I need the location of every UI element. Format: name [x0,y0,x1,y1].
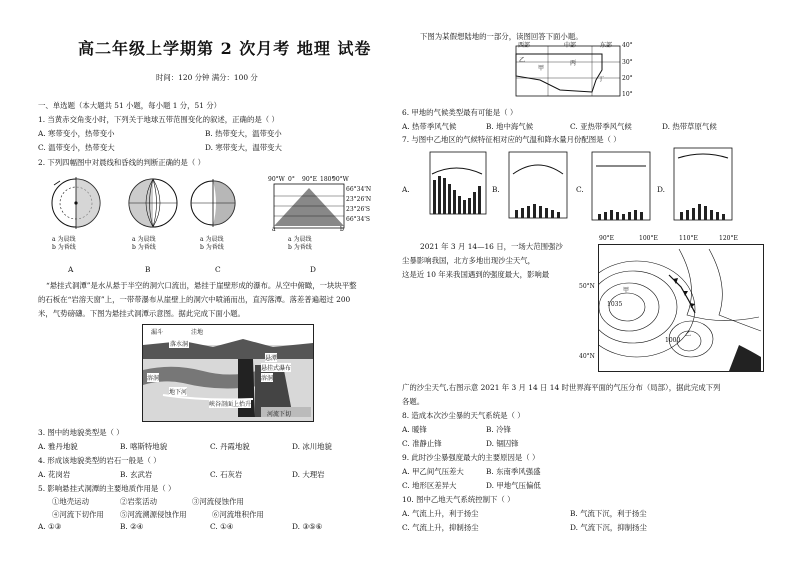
land-map-jia: 甲 [538,65,545,72]
q4-option-a[interactable]: A. 花岗岩 [38,470,71,479]
diagram-label-depression: 洼地 [191,329,204,336]
passage-line-3: 米，气势磅礴。下图为悬挂式洞潭示意图。据此完成下面小题。 [38,309,245,318]
q10-option-c[interactable]: C. 气流上升，抑制扬尘 [402,523,479,532]
q2-option-a[interactable]: A [68,265,74,274]
q2-caption-b: a 为晨线 b 为昏线 [132,236,156,251]
q3-option-a[interactable]: A. 雅丹地貌 [38,442,78,451]
pressure-map-lat-50: 50°N [579,283,595,290]
q2-figure-d [268,176,378,234]
q4-stem: 4. 形成该地貌类型的岩石一般是（ ） [38,456,161,465]
land-map-central: 中部 [564,42,577,49]
q5-item-1: ①地壳运动 [52,497,89,506]
q9-option-b[interactable]: B. 东南季风强盛 [486,467,541,476]
q1-option-d[interactable]: D. 寒带变大，温带变大 [205,143,282,152]
q5-item-2: ②岩浆活动 [120,497,157,506]
q2-option-c[interactable]: C [215,265,221,274]
diagram-label-incision: 河流下切 [267,411,292,418]
q8-passage-tail-2: 各题。 [402,397,425,406]
q5-item-4: ④河流下切作用 [52,510,104,519]
q6-option-a[interactable]: A. 热带季风气候 [402,122,457,131]
q4-option-c[interactable]: C. 石灰岩 [210,470,243,479]
figd-lat-2: 23°26'N [346,196,372,203]
q2-option-b[interactable]: B [145,265,151,274]
pressure-map-1000: 1000 [665,337,681,344]
pressure-map-lon-120: 120°E [719,235,738,242]
q8-stem: 8. 造成本次沙尘暴的天气系统是（ ） [402,411,525,420]
figd-label-b: b [340,226,344,233]
q1-stem: 1. 当黄赤交角变小时，下列关于地球五带范围变化的叙述，正确的是（ ） [38,115,279,124]
q1-option-b[interactable]: B. 热带变大，温带变小 [205,129,282,138]
right-intro: 下图为某假想陆地的一部分，读图回答下面小题。 [420,32,583,41]
figd-lon-2: 0° [288,176,295,183]
pressure-map-lat-40: 40°N [579,353,595,360]
diagram-label-cave-2: 溶洞 [261,375,274,382]
figd-lon-4: 180° [320,176,335,183]
q6-option-b[interactable]: B. 地中海气候 [486,122,534,131]
pressure-map-lon-100: 100°E [639,235,658,242]
diagram-label-cave: 溶洞 [147,375,160,382]
q2-caption-c: a 为晨线 b 为昏线 [200,236,224,251]
q2-stem: 2. 下列四幅图中对晨线和昏线的判断正确的是（ ） [38,158,205,167]
passage-line-2: 的石板在“岩溶天窗”上，一带带瀑布从崖壁上的洞穴中喷涌而出，直泻落潭。落差普遍超过 200 [38,295,351,304]
figd-label-a: a [272,226,276,233]
q6-stem: 6. 甲地的气候类型最有可能是（ ） [402,108,518,117]
land-map-lat-30: 30° [622,59,633,66]
pressure-map-lon-90: 90°E [599,235,615,242]
land-map [510,40,633,102]
q9-stem: 9. 此时沙尘暴强度最大的主要原因是（ ） [402,453,540,462]
q5-item-3: ③河流侵蚀作用 [192,497,244,506]
q8-passage-line-1: 2021 年 3 月 14—16 日，一场大范围强沙 [420,242,563,251]
land-map-lat-20: 20° [622,75,633,82]
q1-option-c[interactable]: C. 温带变小，热带变大 [38,143,115,152]
q8-passage-line-3: 这是近 10 年来我国遇到的强度最大，影响最 [402,270,550,279]
land-map-yi: 乙 [519,57,526,64]
figd-lon-3: 90°E [302,176,318,183]
pressure-map-yi: 乙 [685,331,692,338]
passage-line-1: “悬挂式洞潭”是水从悬于半空的洞穴口流出，悬挂于崖壁形成的瀑布。从空中俯瞰，一块块平整 [46,281,357,290]
q3-stem: 3. 图中的地貌类型是（ ） [38,428,124,437]
q6-option-c[interactable]: C. 亚热带季风气候 [570,122,632,131]
q8-option-b[interactable]: B. 冷锋 [486,425,511,434]
section-heading: 一、单选题（本大题共 51 小题，每小题 1 分，51 分） [38,101,222,110]
q8-option-a[interactable]: A. 暖锋 [402,425,427,434]
q9-option-c[interactable]: C. 地形区差异大 [402,481,457,490]
q10-option-d[interactable]: D. 气流下沉，抑制扬尘 [570,523,647,532]
pressure-map-1035: 1035 [607,301,623,308]
q9-option-d[interactable]: D. 甲地气压偏低 [486,481,541,490]
q1-option-a[interactable]: A. 寒带变小，热带变小 [38,129,115,138]
pressure-map-jia: 甲 [623,287,630,294]
q3-option-b[interactable]: B. 喀斯特地貌 [120,442,168,451]
land-map-bing: 丙 [570,60,577,67]
q5-item-6: ⑥河流堆积作用 [212,510,264,519]
q2-option-d[interactable]: D [310,265,316,274]
q2-caption-a: a 为晨线 b 为昏线 [52,236,76,251]
q5-option-d[interactable]: D. ③⑤⑥ [292,522,323,531]
q8-option-d[interactable]: D. 锢囚锋 [486,439,519,448]
q7-option-b[interactable]: B. [492,185,500,194]
q3-option-c[interactable]: C. 丹霞地貌 [210,442,250,451]
diagram-label-shaft: 落水洞 [170,341,189,348]
climate-chart-c [588,150,654,226]
figd-lat-3: 23°26'S [346,206,371,213]
q9-option-a[interactable]: A. 甲乙间气压差大 [402,467,464,476]
q4-option-b[interactable]: B. 玄武岩 [120,470,153,479]
q8-passage-tail-1: 广的沙尘天气,右图示意 2021 年 3 月 14 日 14 时世界海平面的气压分布（局部），据此完成下列 [402,383,721,392]
figd-lon-1: 90°W [268,176,285,183]
q7-stem: 7. 与图中乙地区的气候特征相对应的气温和降水量月份配图是（ ） [402,135,621,144]
q7-option-d[interactable]: D. [657,185,666,194]
q3-option-d[interactable]: D. 冰川地貌 [292,442,332,451]
land-map-ding: 丁 [598,76,605,83]
q5-option-a[interactable]: A. ①③ [38,522,62,531]
q5-item-5: ⑤河流溯源侵蚀作用 [120,510,187,519]
q4-option-d[interactable]: D. 大理岩 [292,470,325,479]
q2-caption-d: a 为晨线 b 为昏线 [288,236,312,251]
pressure-map-lon-110: 110°E [679,235,698,242]
figd-lat-1: 66°34'N [346,186,372,193]
q2-figure-b [124,173,182,233]
diagram-label-hanging-waterfall: 悬挂式瀑布 [261,365,292,372]
q5-stem: 5. 影响悬挂式洞潭的主要地质作用是（ ） [38,484,176,493]
q7-option-c[interactable]: C. [576,185,584,194]
q6-option-d[interactable]: D. 热带草原气候 [662,122,717,131]
land-map-east: 东部 [600,42,613,49]
q2-figure-a [46,173,106,233]
karst-diagram [142,324,314,422]
land-map-west: 西部 [518,42,531,49]
climate-chart-b [505,150,571,224]
q10-stem: 10. 图中乙地天气系统控制下（ ） [402,495,515,504]
exam-info: 时间：120 分钟 满分：100 分 [156,73,258,82]
diagram-label-uplift: 峡谷剖面上抬升 [209,401,252,408]
q10-option-a[interactable]: A. 气流上升，利于扬尘 [402,509,479,518]
q8-option-c[interactable]: C. 准静止锋 [402,439,442,448]
figd-lon-5: 90°W [332,176,349,183]
pressure-map [579,235,764,372]
figd-lat-4: 66°34'S [346,216,371,223]
page-title: 高二年级上学期第 2 次月考 地理 试卷 [78,39,372,58]
land-map-lat-10: 10° [622,91,633,98]
q7-option-a[interactable]: A. [402,185,410,194]
climate-chart-a [420,150,490,220]
q5-option-c[interactable]: C. ①④ [210,522,234,531]
q5-option-b[interactable]: B. ②④ [120,522,144,531]
diagram-label-underground-river: 地下河 [169,389,188,396]
land-map-lat-40: 40° [622,42,633,49]
q2-figure-c [189,173,237,233]
diagram-label-hanging-pool: 悬潭 [265,355,278,362]
q8-passage-line-2: 尘暴影响我国，北方多地出现沙尘天气， [402,256,536,265]
climate-chart-d [670,146,740,226]
diagram-label-sinkhole: 漏斗 [151,329,164,336]
q10-option-b[interactable]: B. 气流下沉，利于扬尘 [570,509,647,518]
